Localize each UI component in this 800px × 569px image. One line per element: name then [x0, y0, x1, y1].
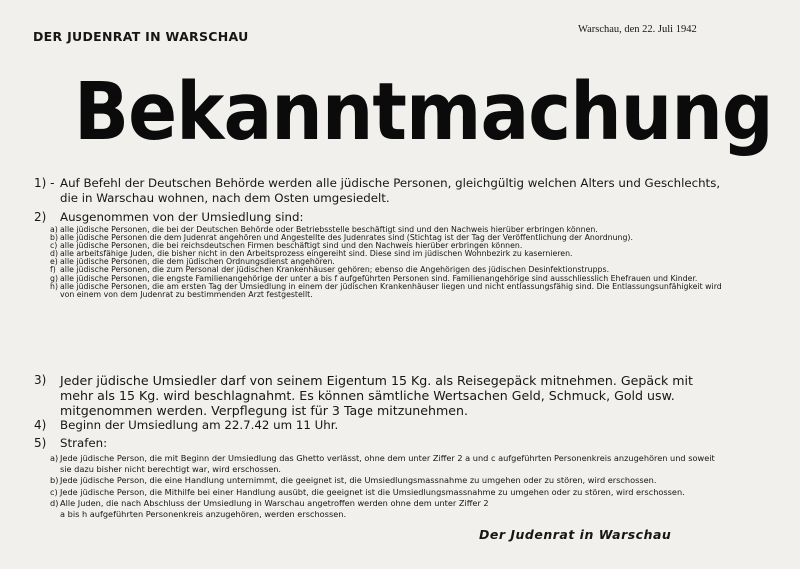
- penalty-list: [50, 453, 716, 520]
- list-item: b) alle jüdische Personen die dem Judenrat angehören und Angestellte des Judenrates sind (Stichtag ist der Tag der Veröffentlichung der Anordnung).: [50, 233, 633, 243]
- page-title: Bekanntmachung: [74, 66, 773, 158]
- issuer-header: DER JUDENRAT IN WARSCHAU: [33, 29, 249, 44]
- place-date: Warschau, den 22. Juli 1942: [578, 24, 697, 35]
- list-item: a) alle jüdische Personen, die bei der Deutschen Behörde oder Betriebsstelle beschäftigt sind und den Nachweis hierüber erbringen können.: [50, 225, 598, 234]
- section-text: Auf Befehl der Deutschen Behörde werden alle jüdische Personen, gleichgültig welchen Alters und Geschlechts, die in Warschau wohnen, nach dem Osten umgesiedelt.: [60, 176, 721, 205]
- list-item: e) alle jüdische Personen, die dem jüdischen Ordnungsdienst angehören.: [50, 257, 335, 267]
- section-number: 3): [34, 373, 47, 387]
- exemption-list: [50, 226, 730, 299]
- list-item: b) Jede jüdische Person, die eine Handlung unternimmt, die geeignet ist, die Umsiedlungsmassnahme zu umgehen oder zu stören, wird erschossen.: [50, 475, 657, 485]
- list-item: a) Jede jüdische Person, die mit Beginn der Umsiedlung das Ghetto verlässt, ohne dem unter Ziffer 2 a und c aufgeführten Personenkreis anzugehören und soweit sie dazu bisher nicht berechtigt war, wird erschossen.: [50, 453, 715, 474]
- section-heading: Ausgenommen von der Umsiedlung sind:: [60, 210, 304, 224]
- section-number: 4): [34, 418, 47, 432]
- list-item: c) alle jüdische Personen, die bei reichsdeutschen Firmen beschäftigt sind und den Nachweis hierüber erbringen können.: [50, 241, 523, 251]
- section-number: 2): [34, 210, 47, 224]
- signature: Der Judenrat in Warschau: [479, 527, 672, 542]
- list-item: c) Jede jüdische Person, die Mithilfe bei einer Handlung ausübt, die geeignet ist die Umsiedlungsmassnahme zu umgehen oder zu stören, wird erschossen.: [50, 486, 685, 497]
- list-item: h) alle jüdische Personen, die am ersten Tag der Umsiedlung in einem der jüdischen Krankenhäuser liegen und nicht entlassungsfähig sind. Die Entlassungsunfähigkeit wird von einem von dem Judenrat zu bestimmenden Arzt festgestellt.: [50, 281, 722, 299]
- section-text: Jeder jüdische Umsiedler darf von seinem Eigentum 15 Kg. als Reisegepäck mitnehmen. Gepäck mit mehr als 15 Kg. wird beschlagnahmt. Es können sämtliche Wertsachen Geld, Schmuck, Gold usw. mitgenommen werden. Verpflegung ist für 3 Tage mitzunehmen.: [60, 373, 693, 418]
- section-number: 5): [34, 436, 47, 450]
- section-heading: Strafen:: [60, 436, 108, 450]
- section-text: Beginn der Umsiedlung am 22.7.42 um 11 Uhr.: [60, 418, 339, 432]
- section-number: 1) -: [34, 176, 55, 190]
- list-item: g) alle jüdische Personen, die engste Familienangehörige der unter a bis f aufgeführten Personen sind. Familienangehörige sind ausschliesslich Ehefrauen und Kinder.: [50, 273, 698, 283]
- list-item: d) alle arbeitsfähige Juden, die bisher nicht in den Arbeitsprozess eingereiht sind. Diese sind im jüdischen Wohnbezirk zu kasernieren.: [50, 249, 573, 259]
- list-item: d) Alle Juden, die nach Abschluss der Umsiedlung in Warschau angetroffen werden ohne dem unter Ziffer 2 a bis h aufgeführten Personenkreis anzugehören, werden erschossen.: [50, 498, 489, 519]
- list-item: f) alle jüdische Personen, die zum Personal der jüdischen Krankenhäuser gehören; ebenso die Angehörigen des jüdischen Desinfektionstrupps.: [50, 265, 610, 275]
